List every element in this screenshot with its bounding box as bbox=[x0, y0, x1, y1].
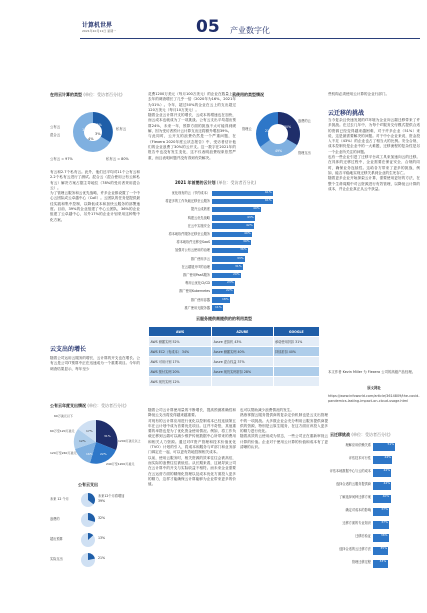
bars2-chart bbox=[325, 442, 421, 582]
table-header-azure: AZURE bbox=[212, 327, 273, 337]
pie3-row-2: 浪费的 bbox=[50, 517, 60, 521]
bars2-value: 33% bbox=[379, 559, 387, 563]
bars2-row bbox=[325, 468, 417, 481]
table-cell: Azure 虚拟机 43% bbox=[212, 337, 273, 347]
table-cell: AWS 预付实例 20% bbox=[149, 367, 212, 377]
pie3-val-4: 21% bbox=[98, 556, 106, 560]
header-rule bbox=[80, 38, 420, 39]
bars1-row bbox=[150, 297, 312, 305]
table-cell: 持续折扣 40% bbox=[273, 347, 319, 357]
byline-source-label: 原文网址 bbox=[367, 386, 381, 390]
bars1-value: 61% bbox=[265, 198, 272, 203]
table-cell bbox=[273, 377, 319, 387]
bars1-chart bbox=[150, 190, 320, 320]
bars1-label: 提升云成熟度 bbox=[190, 207, 210, 212]
table-cell: AWS EC2（有成本） 34% bbox=[149, 347, 212, 357]
pie1-title: 在用云计算的类型 (单位：受访者百分比) bbox=[50, 92, 123, 97]
bars1-label: 推广使用多云 bbox=[190, 256, 210, 261]
bars2-label: 了解选择何种迁移方案 bbox=[339, 495, 371, 499]
pie1-label-hybrid: 混合云 bbox=[50, 133, 61, 137]
pie3-pie-3 bbox=[80, 532, 96, 548]
bars1-row bbox=[150, 247, 312, 255]
bars2-value: 35% bbox=[380, 546, 388, 550]
bars1-label: 在云端展开IT的治理 bbox=[181, 264, 210, 269]
pie3-row-1: 未来 12 个月 bbox=[50, 497, 69, 501]
bars2-value: 42% bbox=[383, 468, 391, 472]
table-cell: 承诺使用折扣 31% bbox=[273, 337, 319, 347]
table-cell: Azure 混合权益 37% bbox=[212, 357, 273, 367]
bars1-value: 18% bbox=[222, 296, 229, 301]
right-top-text: 些机构必须使用云计算的企业行部门。 bbox=[328, 92, 390, 96]
bars2-value: 37% bbox=[381, 507, 388, 511]
pie1-chart bbox=[48, 102, 138, 166]
table-row bbox=[149, 367, 320, 377]
table-cell bbox=[212, 377, 273, 387]
pie4-chart bbox=[240, 100, 320, 168]
table-row bbox=[149, 337, 320, 347]
table-header-aws: AWS bbox=[149, 327, 212, 337]
pie4-label-3: 管理支出 bbox=[298, 151, 311, 155]
bars1-label: 构建云优先战略 bbox=[187, 215, 210, 220]
pie2-label-4: 240万至1200万美元 bbox=[106, 462, 135, 466]
pie3-val-1: 39% bbox=[98, 499, 106, 503]
pie4-value-2: 30% bbox=[284, 125, 292, 129]
bars1-row bbox=[150, 272, 312, 280]
bars1-value: 61% bbox=[265, 190, 272, 194]
bars2-title: 云迁移挑战 (单位：受访者百分比) bbox=[330, 432, 391, 437]
bars1-row bbox=[150, 206, 312, 214]
table-cell: AWS 储蓄实例 52% bbox=[149, 337, 212, 347]
pie1-center-4: 4% bbox=[88, 137, 94, 141]
pie4-title: 云使用的类型情况 bbox=[232, 92, 264, 97]
bars1-value: 40% bbox=[244, 231, 251, 235]
bars1-row bbox=[150, 190, 312, 198]
bars2-value: 44% bbox=[384, 455, 392, 459]
pie2-value-2: 12% bbox=[79, 439, 86, 443]
cloud-provider-table bbox=[148, 326, 320, 387]
col3-text: 随着公司云计算使用量的不断增长，提高预测准确性和降低云支出将变得越来越重要。 对现有的云计算应用进行优化以控制成本已经连续第五年在云计划中成为首要优先项目。这并不奇怪，其他重要的举措也是为了优化资金使用情况。例如，将工作负载迁移到云端可以减少维护传统数据中心所带来的费用和相关人力资源。通过对IT资产管理和技术价值优化（TVO）计划的引入，将成本和服务与IT部门和业务部门绑定在一起，可以更有效地控制相关成本。 以前，使用云服务时，相关资源的效率往往会被高估，而实际的浪费往往被低估。从长期来看，这就导致公司在云计算中的开支与实际收益不相符。而未来企业需要在云运营方面的精细化管理以及成本优化方面投入更多的精力，这样才能确保云计算能够为企业带来更多的价值。 bbox=[148, 408, 236, 487]
pie3-row-3: 超出预算 bbox=[50, 537, 63, 541]
pie2-value-1: 17% bbox=[86, 429, 93, 433]
pie2-label-2: 60万至120万美元 bbox=[50, 429, 75, 433]
pie1-center-76: 76% bbox=[94, 123, 102, 127]
pie3-pie-2 bbox=[80, 512, 96, 528]
pie2-chart bbox=[48, 412, 143, 470]
table-row bbox=[149, 377, 320, 387]
pie1-center-17: 17% bbox=[82, 128, 90, 132]
bars2-row bbox=[325, 494, 417, 507]
bars1-value: 29% bbox=[233, 272, 240, 276]
pie1-label-public: 公有云 bbox=[50, 125, 61, 129]
col4-top-text: 也可以帮助减少浪费情况的发生。 熟练掌握云服务提供商的复杂定价机制也是云支出管理中的一项挑战。大多数企业会充分利用云服务提供商提供的资源，特别是云原生服务，在这方面应该投入更多的精力进行优化。 随着高效的云使用成为常态，一些公司正在重新审视云计算的价值。企业对于使用云计算的价值和成本有了更清晰的认识。 bbox=[240, 408, 328, 450]
section-growth-heading: 云支出的增长 bbox=[50, 346, 87, 353]
pie1-legend-private: 私有云 = 80% bbox=[106, 157, 129, 161]
bars2-row bbox=[325, 455, 417, 468]
pie4-value-3: 49% bbox=[275, 149, 283, 153]
date-line: 2021年10月11日 星期一 bbox=[82, 29, 117, 33]
bars2-value: 42% bbox=[383, 481, 391, 485]
bars2-value: 51% bbox=[387, 442, 395, 446]
bars1-row bbox=[150, 280, 312, 288]
right-text: 当今复杂且快速发展的IT环境为企业向云端迁移带来了许多挑战。在过去几年中，为每个IT服务交付模式提供合适的资源已经变得越来越困难，对于许多企业（51%）来说，这是最需要解决的问题。对于中小企业来说，资金投入不足（43%）的企业也占了相当大的比例。安全合规、成本控制仍是企业中的一大难题，迁移流程的复杂性是另一个企业所关注的问题。 也有一些企业引进了迁移平台或工具来加速向云的迁移。在具体的迁移过程中，企业需要在保证安全、合规的同时，确保业务连续性。这给各方带来了更多的挑战，例如，能否平稳地实现迁移关系到企业的生死存亡。 随着更多企业开始探索云计算，需要使用更好的方法，在整个生命周期中对云资源进行有效管理，以降低云计算的成本，并让企业真正从云中获益。 bbox=[328, 118, 420, 191]
bars1-value: 42% bbox=[246, 222, 253, 227]
pie4-label-1: 管理云 bbox=[242, 127, 252, 131]
pie1-label-private: 私有云 bbox=[116, 127, 127, 131]
bars1-row bbox=[150, 264, 312, 272]
bars2-label: 理解应用依赖关系 bbox=[345, 443, 371, 447]
pie3-val-3: 13% bbox=[98, 536, 106, 540]
table-title: 云服务提供商提供的的利用类型 bbox=[196, 316, 252, 321]
byline-author: 本文作者 Kevin Miller 为 Flexera 公司的高级产品经理。 bbox=[328, 370, 416, 374]
pie3-val-2: 32% bbox=[98, 516, 106, 520]
bars1-label: 推广使用PaaS服务 bbox=[183, 273, 210, 277]
bars2-label: 迁移后验证 bbox=[355, 534, 371, 538]
pie2-label-5: 1200万美元以上 bbox=[118, 439, 141, 443]
bars1-bar bbox=[212, 199, 273, 205]
pie3-chart bbox=[50, 492, 142, 587]
table-cell: AWS 现货实例 12% bbox=[149, 377, 212, 387]
masthead: 计算机世界 bbox=[82, 22, 113, 29]
bars1-row bbox=[150, 223, 312, 231]
table-row bbox=[149, 357, 320, 367]
bars2-label: 选择合适的云迁移方法 bbox=[339, 547, 371, 551]
bars2-row bbox=[325, 533, 417, 546]
table-header-google: GOOGLE bbox=[273, 327, 319, 337]
pie3-pie-1 bbox=[80, 492, 96, 508]
bars2-value: 37% bbox=[381, 520, 388, 524]
table-cell bbox=[273, 367, 319, 377]
bars1-label: 在云中实施安全 bbox=[187, 223, 210, 228]
pie2-value-3: 16% bbox=[86, 452, 93, 456]
pie2-label-1: 60万美元以下 bbox=[54, 414, 73, 418]
table-cell: AWS 可用计划 17% bbox=[149, 357, 212, 367]
bars1-bar bbox=[212, 191, 273, 197]
byline-url[interactable]: https://www.infoworld.com/article/3614809/the-covid-pandemics-lasting-impact-on-cloud-usage.html bbox=[328, 394, 420, 404]
table-header-row bbox=[149, 327, 320, 337]
bars1-label: 推广使用Kubernetes bbox=[179, 289, 210, 294]
table-cell: Azure 现货实例折扣 28% bbox=[212, 367, 273, 377]
table-cell bbox=[273, 357, 319, 367]
bars2-label: 评估技术可行性 bbox=[348, 456, 371, 460]
pie4-label-2: 浪费的云 bbox=[298, 119, 311, 123]
bars1-title: 2021 年首要的云计划 (单位：受访者百分比) bbox=[175, 180, 257, 185]
bars1-value: 33% bbox=[237, 255, 244, 260]
bars1-value: 49% bbox=[253, 206, 260, 211]
table-row bbox=[149, 347, 320, 357]
pie3-title: 公有云支出 bbox=[78, 482, 98, 487]
bars1-label: 推广使用无服务器 bbox=[184, 305, 210, 310]
bars1-label: 加强对公有云使用的治理 bbox=[174, 248, 210, 253]
col1-top-text: 有云和2.7个私有云。此外，他们还平均对11个公有云和2.2个私有云进行了测试。混合云（混合使用公有云和私有云）解决方案占据主导地位（78%的受访者采用混合云）。 为了管理云服务和云优先战略，许多企业都设置了一个中心云团队或云卓越中心（CoE）。云团队的任务是提供最佳实践和集中控制，以降低成本和加快云服务的部署速度。目前，39%的企业组建了中心云团队，36%的企业组建了云卓越中心，另外17%的企业计划采用这种集中化方案。 bbox=[50, 170, 140, 222]
bars1-row bbox=[150, 305, 312, 313]
bars2-label: 确定对成本的影响 bbox=[345, 508, 371, 512]
pie2-value-5: 31% bbox=[104, 434, 111, 438]
bars1-label: 优化现有的云（节约成本） bbox=[171, 191, 210, 195]
bars1-label: 将本地软件服务迁移至云服务 bbox=[168, 232, 210, 236]
page-number: 05 bbox=[196, 17, 220, 37]
bars1-label: 利用云优化CI/CD bbox=[185, 281, 210, 286]
bars1-value: 39% bbox=[243, 239, 250, 244]
bars1-row bbox=[150, 231, 312, 239]
section-label: 产业数字化 bbox=[230, 26, 270, 35]
bars2-label: 评估本地数据中心与云的成本 bbox=[329, 469, 371, 473]
bars1-value: 22% bbox=[226, 288, 233, 293]
bars2-row bbox=[325, 520, 417, 533]
pie2-value-4: 22% bbox=[100, 452, 107, 456]
bars1-label: 将更多的工作负载迁移至云服务 bbox=[165, 199, 210, 204]
bars2-value: 40% bbox=[382, 494, 390, 498]
bars1-value: 31% bbox=[235, 263, 242, 268]
bars1-value: 23% bbox=[227, 280, 234, 285]
bars2-row bbox=[325, 559, 417, 572]
bars1-value: 36% bbox=[240, 247, 247, 252]
bars1-row bbox=[150, 215, 312, 223]
pie3-side-1: 未来12个月将增加 bbox=[98, 494, 125, 498]
bars2-label: 管理迁移过程 bbox=[351, 560, 371, 564]
pie2-title: 公有云年度支出情况 (单位：受访者百分比) bbox=[50, 403, 127, 408]
bars2-value: 36% bbox=[380, 533, 388, 537]
bars1-value: 43% bbox=[247, 214, 254, 219]
pie4-value-1: 21% bbox=[265, 129, 273, 133]
bars1-row bbox=[150, 256, 312, 264]
pie2-label-3: 120万至240万美元 bbox=[50, 451, 77, 455]
bars2-label: 迁移方面的专业知识 bbox=[342, 521, 371, 525]
bars2-row bbox=[325, 507, 417, 520]
bars1-row bbox=[150, 239, 312, 247]
pie3-pie-4 bbox=[80, 552, 96, 568]
table-cell: Azure 储蓄实例 40% bbox=[212, 347, 273, 357]
bars1-label: 将本地软件迁移至SaaS bbox=[176, 240, 210, 245]
col2-text: 花费1200万美元（每月100万美元）的企业在数量上比去年的调查增长了几乎一倍（2020年为16%，2021年为31%）。今年，超过50%的企业在云上的支出超过120万美元（每月10万美元）。 随着企业云计算开支的增长，云成本的增速也在加快，而云成本也就成为了一项挑战。公有云支出平均超出预算24%，未来一年，预算方面的挑战不太可能得到缓解，因为受访者预计云计算支出还将额外增加39%。 与此同时，云开支的浪费仍然是一个严重问题，在《Flexera 2020年度云状态报告》中，受访者估计他们的企业浪费了30%的云开支。这一数字在2021年的报告中也没有发生变化，这不仅表明浪费现象依然严重，而且表明问题并没有得到有效解决。 bbox=[148, 92, 236, 160]
bars2-row bbox=[325, 481, 417, 494]
bars1-row bbox=[150, 198, 312, 206]
bars2-row bbox=[325, 442, 417, 455]
pie1-center-3: 3% bbox=[95, 132, 101, 136]
col1-growth-text: 随着公司运用云服务的增长，云计算的开支也在增长。公有云是公司IT预算中正在迅速成为一个重要项目。今年的调查结果显示，每年至少 bbox=[50, 356, 140, 371]
section-migration-heading: 云迁移的挑战 bbox=[328, 110, 365, 117]
bars2-row bbox=[325, 546, 417, 559]
bars1-row bbox=[150, 288, 312, 296]
bars1-label: 推广使用容器 bbox=[190, 297, 210, 302]
bars1-value: 11% bbox=[215, 304, 222, 309]
bars2-label: 选择合适的云服务提供商 bbox=[335, 482, 371, 486]
pie1-legend-public: 公有云 = 97% bbox=[50, 157, 73, 161]
pie3-row-4: 实际支出 bbox=[50, 557, 63, 561]
